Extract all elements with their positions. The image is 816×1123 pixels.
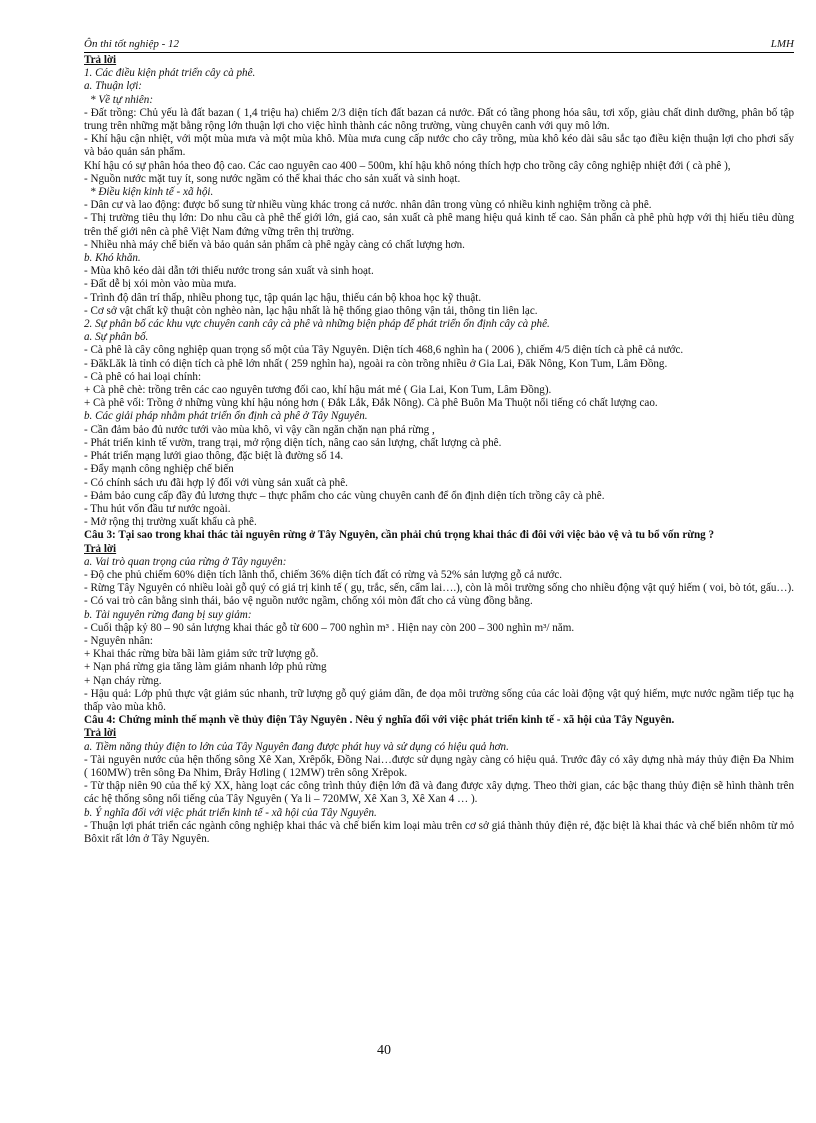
text-line: - Cơ sở vật chất kỹ thuật còn nghèo nàn, lạc hậu nhất là hệ thống giao thông vận tải, thông tin liên lạc. <box>84 304 538 317</box>
text-line: - Cần đảm bảo đủ nước tưới vào mùa khô, vì vậy cần ngăn chặn nạn phá rừng , <box>84 423 435 436</box>
text-line: Trả lời <box>84 542 117 555</box>
text-line: - Đảm bảo cung cấp đầy đủ lương thực – thực phẩm cho các vùng chuyên canh để ổn định diện tích trồng cây cà phê. <box>84 489 605 502</box>
text-line: b. Các giải pháp nhằm phát triển ổn định cà phê ở Tây Nguyên. <box>84 410 368 423</box>
text-line: Câu 3: Tại sao trong khai thác tài nguyên rừng ở Tây Nguyên, cần phải chú trọng khai thác đi đôi với việc bảo vệ và tu bổ vốn rừng ? <box>84 529 714 542</box>
text-line: Trả lời <box>84 727 117 740</box>
text-line: * Điều kiện kinh tế - xã hội. <box>90 186 214 199</box>
document-page <box>84 38 794 1098</box>
text-line: + Nạn phá rừng gia tăng làm giảm nhanh lớp phủ rừng <box>84 661 327 674</box>
text-line: + Nạn cháy rừng. <box>84 674 162 687</box>
text-line: - Cà phê có hai loại chính: <box>84 370 202 383</box>
text-line: a. Tiềm năng thủy điện to lớn của Tây Nguyên đang được phát huy và sử dụng có hiệu quả hơn. <box>84 740 509 753</box>
text-line: - Trình độ dân trí thấp, nhiều phong tục, tập quán lạc hậu, thiếu cán bộ khoa học kỹ thuật. <box>84 291 482 304</box>
text-line: - Khí hậu cận nhiệt, với một mùa mưa và một mùa khô. Mùa mưa cung cấp nước cho cây trồng, mùa khô kéo dài sâu sắc tạo điều kiện thuận lợi cho phơi sấy và bảo quản sản phẩm. <box>84 133 794 159</box>
text-line: - Hậu quả: Lớp phủ thực vật giảm súc nhanh, trữ lượng gỗ quý giảm dần, đe dọa môi trường sống của các loài động vật quý hiếm, mực nước ngầm tiếp tục hạ thấp vào mùa khô. <box>84 687 794 713</box>
text-line: Câu 4: Chứng minh thế mạnh về thủy điện Tây Nguyên . Nêu ý nghĩa đối với việc phát triển kinh tế - xã hội của Tây Nguyên. <box>84 714 675 727</box>
text-line: - Phát triển mạng lưới giao thông, đặc biệt là đường số 14. <box>84 450 344 463</box>
text-line: 2. Sự phân bố các khu vực chuyên canh cây cà phê và những biện pháp để phát triển ổn định cây cà phê. <box>84 318 550 331</box>
text-line: - ĐăkLăk là tỉnh có diện tích cà phê lớn nhất ( 259 nghìn ha), ngoài ra còn trồng nhiều ở Gia Lai, Đăk Nông, Kon Tum, Lâm Đồng. <box>84 357 668 370</box>
text-line: - Tài nguyên nước của hện thống sông Xê Xan, Xrêpốk, Đồng Nai…được sử dụng ngày càng có hiệu quả. Trước đây có xây dựng nhà máy thủy điện Đa Nhim ( 160MW) trên sông Đa Nhim, Đrây Hơling ( 12MW) trên sông Xrêpok. <box>84 753 794 779</box>
text-line: a. Vai trò quan trọng của rừng ở Tây nguyên: <box>84 555 287 568</box>
text-line: b. Tài nguyên rừng đang bị suy giảm: <box>84 608 252 621</box>
text-line: Trả lời <box>84 54 117 66</box>
text-line: - Có vai trò cân bằng sinh thái, bảo vệ nguồn nước ngầm, chống xói mòn đất cho cả vùng đồng bằng. <box>84 595 533 608</box>
text-line: - Phát triển kinh tế vườn, trang trại, mở rộng diện tích, nâng cao sản lượng, chất lượng cà phê. <box>84 436 502 449</box>
text-line: - Thuận lợi phát triển các ngành công nghiệp khai thác và chế biến kim loại màu trên cơ sở giá thành thủy điện rẻ, đặc biệt là khai thác và chế biến nhôm từ mỏ Bôxit rất lớn ở Tây Nguyên. <box>84 819 794 845</box>
text-line: + Khai thác rừng bừa bãi làm giảm sức trữ lượng gỗ. <box>84 648 319 661</box>
text-line: - Mở rộng thị trường xuất khẩu cà phê. <box>84 516 257 529</box>
text-line: - Độ che phủ chiếm 60% diện tích lãnh thổ, chiếm 36% diện tích đất có rừng và 52% sản lượng gỗ cả nước. <box>84 568 563 581</box>
text-line: - Có chính sách ưu đãi hợp lý đối với vùng sản xuất cà phê. <box>84 476 348 489</box>
text-line: a. Sự phân bố. <box>84 331 149 344</box>
text-line: b. Ý nghĩa đối với việc phát triển kinh tế - xã hội của Tây Nguyên. <box>84 806 377 819</box>
text-line: - Từ thập niên 90 của thế kỷ XX, hàng loạt các công trình thủy điện lớn đã và đang được xây dựng. Theo thời gian, các bậc thang thủy điện sẽ hình thành trên các hệ thống sông nổi tiếng của Tây Nguyên ( Ya li – 720MW, Xê Xan 3, Xê Xan 4 … ). <box>84 780 794 806</box>
page-header <box>84 38 794 53</box>
text-line: * Về tự nhiên: <box>90 93 154 106</box>
text-line: - Nguồn nước mặt tuy ít, song nước ngầm có thể khai thác cho sản xuất và sinh hoạt. <box>84 172 461 185</box>
text-line: Khí hậu có sự phân hóa theo độ cao. Các cao nguyên cao 400 – 500m, khí hậu khô nóng thích hợp cho trồng cây công nghiệp nhiệt đới ( cà phê ), <box>84 159 731 172</box>
text-line: - Mùa khô kéo dài dẫn tới thiếu nước trong sản xuất và sinh hoạt. <box>84 265 374 278</box>
text-line: - Nhiều nhà máy chế biến và bảo quản sản phẩm cà phê ngày càng có chất lượng hơn. <box>84 238 465 251</box>
text-line: + Cà phê vối: Trồng ở những vùng khí hậu nóng hơn ( Đắk Lắk, Đắk Nông). Cà phê Buôn Ma Thuột nổi tiếng có chất lượng cao. <box>84 397 658 410</box>
text-line: b. Khó khăn. <box>84 252 141 265</box>
text-line: - Đất trồng: Chủ yếu là đất bazan ( 1,4 triệu ha) chiếm 2/3 diện tích đất bazan cả nước. Đất có tầng phong hóa sâu, tơi xốp, giàu chất dinh dưỡng, phân bố tập trung trên những mặt bằng rộng lớn thuận lợi cho việc hình thành các nông trường, vùng chuyên canh với quy mô lớn. <box>84 106 794 133</box>
text-line: 1. Các điều kiện phát triển cây cà phê. <box>84 67 256 80</box>
document-body <box>84 54 794 846</box>
page-number: 40 <box>377 1043 391 1058</box>
header-title: Ôn thi tốt nghiệp - 12 <box>84 38 180 50</box>
text-line: - Dân cư và lao động: được bổ sung từ nhiều vùng khác trong cả nước. nhân dân trong vùng có nhiều kinh nghiệm trồng cà phê. <box>84 199 652 212</box>
text-line: - Rừng Tây Nguyên có nhiều loài gỗ quý có giá trị kinh tế ( gụ, trắc, sến, cẩm lai….), còn là môi trường sống cho nhiều động vật quý hiếm ( voi, bò tót, gấu…). <box>84 582 794 595</box>
text-line: - Nguyên nhân: <box>84 634 154 647</box>
text-line: a. Thuận lợi: <box>84 80 143 93</box>
text-line: - Thị trường tiêu thụ lớn: Do nhu cầu cà phê thế giới lớn, giá cao, sản xuất cà phê mang hiệu quả kinh tế cao. Sản phẩn cà phê phù hợp với thị hiếu tiêu dùng trên thế giới nên cà phê Việt Nam đứng vững trên thị trường. <box>84 212 794 238</box>
text-line: - Đẩy mạnh công nghiệp chế biến <box>84 463 234 476</box>
header-author: LMH <box>770 38 794 50</box>
text-line: - Cuối thập kỷ 80 – 90 sản lượng khai thác gỗ từ 600 – 700 nghìn m³ . Hiện nay còn 200 – 300 nghìn m³/ năm. <box>84 621 575 634</box>
text-line: - Thu hút vốn đầu tư nước ngoài. <box>84 502 231 515</box>
text-line: - Cà phê là cây công nghiệp quan trọng số một của Tây Nguyên. Diện tích 468,6 nghìn ha ( 2006 ), chiếm 4/5 diện tích cà phê cả nước. <box>84 344 684 357</box>
text-line: - Đất dễ bị xói mòn vào mùa mưa. <box>84 278 237 291</box>
text-line: + Cà phê chè: trồng trên các cao nguyên tương đối cao, khí hậu mát mẻ ( Gia Lai, Kon Tum, Lâm Đồng). <box>84 384 552 397</box>
